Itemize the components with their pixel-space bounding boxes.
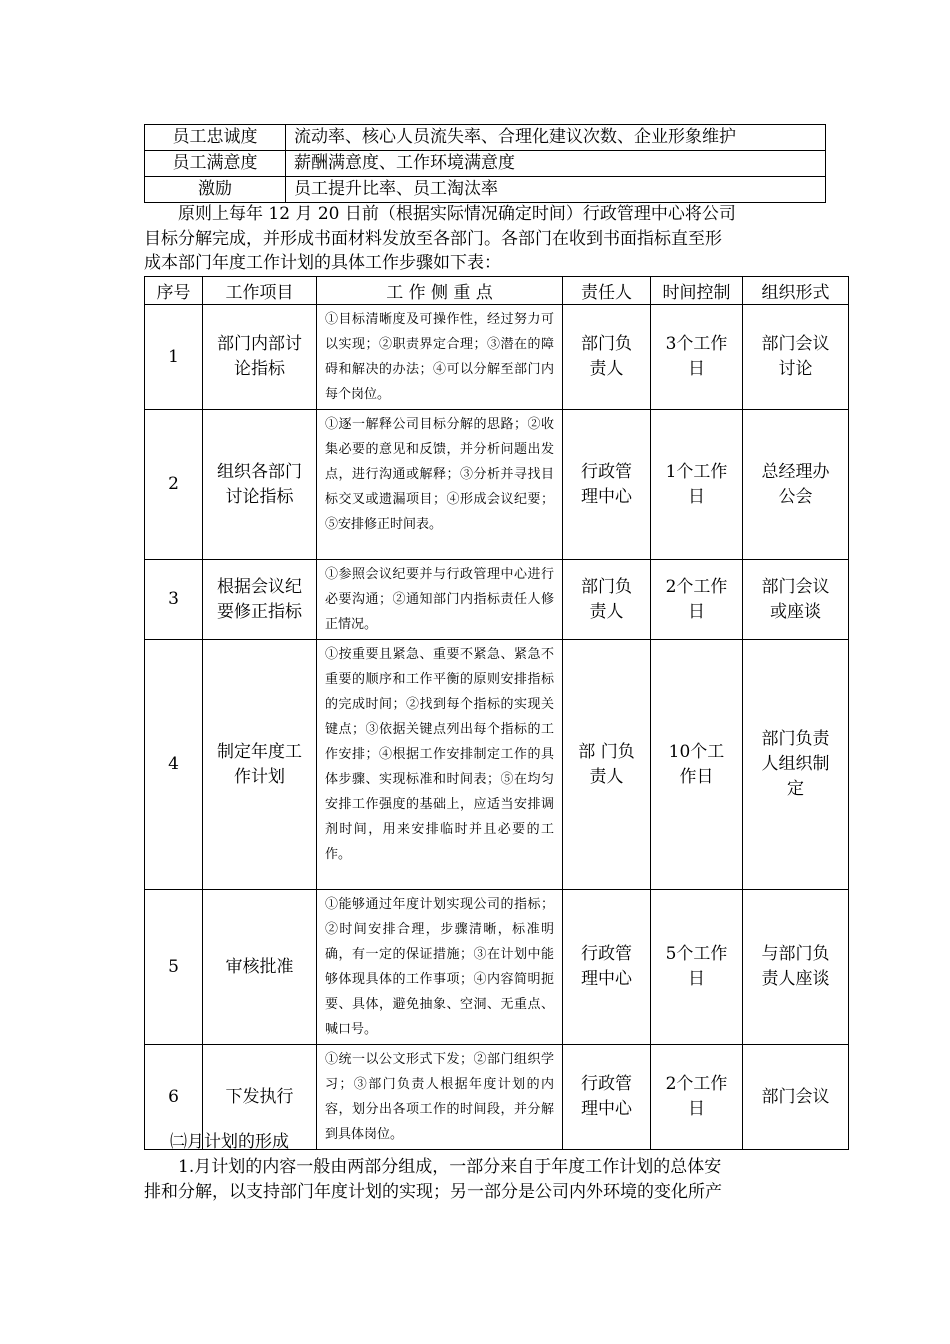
indicator-key: 员工忠诚度 xyxy=(145,125,286,151)
column-header: 责任人 xyxy=(563,277,651,305)
steps-table xyxy=(144,276,849,1150)
step-time: 10个工作日 xyxy=(651,640,743,890)
table-row xyxy=(145,560,849,640)
table-row xyxy=(145,125,826,151)
step-form: 部门负责人组织制定 xyxy=(743,640,849,890)
indicator-value: 员工提升比率、员工淘汰率 xyxy=(286,177,826,203)
indicator-key: 员工满意度 xyxy=(145,151,286,177)
step-time: 5个工作日 xyxy=(651,890,743,1045)
step-item: 根据会议纪要修正指标 xyxy=(203,560,317,640)
indicator-key: 激励 xyxy=(145,177,286,203)
step-detail: ①统一以公文形式下发；②部门组织学习；③部门负责人根据年度计划的内容，划分出各项工作的时间段，并分解到具体岗位。 xyxy=(317,1045,563,1150)
indicator-value: 流动率、核心人员流失率、合理化建议次数、企业形象维护 xyxy=(286,125,826,151)
step-owner: 部门负责人 xyxy=(563,560,651,640)
step-item: 组织各部门讨论指标 xyxy=(203,410,317,560)
step-detail: ①能够通过年度计划实现公司的指标；②时间安排合理，步骤清晰，标准明确，有一定的保证措施；③在计划中能够体现具体的工作事项；④内容简明扼要、具体，避免抽象、空洞、无重点、喊口号。 xyxy=(317,890,563,1045)
step-number: 5 xyxy=(145,890,203,1045)
step-item: 制定年度工作计划 xyxy=(203,640,317,890)
step-item: 部门内部讨论指标 xyxy=(203,305,317,410)
column-header: 工作项目 xyxy=(203,277,317,305)
step-form: 部门会议讨论 xyxy=(743,305,849,410)
step-owner: 行政管理中心 xyxy=(563,1045,651,1150)
step-form: 部门会议或座谈 xyxy=(743,560,849,640)
column-header: 时间控制 xyxy=(651,277,743,305)
step-form: 部门会议 xyxy=(743,1045,849,1150)
table-row xyxy=(145,177,826,203)
intro-line: 原则上每年 12 月 20 日前（根据实际情况确定时间）行政管理中心将公司 xyxy=(178,204,736,224)
column-header: 组织形式 xyxy=(743,277,849,305)
step-time: 2个工作日 xyxy=(651,560,743,640)
step-detail: ①目标清晰度及可操作性，经过努力可以实现；②职责界定合理；③潜在的障碍和解决的办法；④可以分解至部门内每个岗位。 xyxy=(317,305,563,410)
table-row xyxy=(145,890,849,1045)
table-header-row xyxy=(145,277,849,305)
step-number: 6 xyxy=(145,1045,203,1150)
intro-line: 成本部门年度工作计划的具体工作步骤如下表： xyxy=(144,253,501,273)
table-row xyxy=(145,410,849,560)
step-detail: ①逐一解释公司目标分解的思路；②收集必要的意见和反馈，并分析问题出发点，进行沟通或解释；③分析并寻找目标交叉或遗漏项目；④形成会议纪要；⑤安排修正时间表。 xyxy=(317,410,563,560)
step-number: 2 xyxy=(145,410,203,560)
step-item: 下发执行 xyxy=(203,1045,317,1150)
step-time: 3个工作日 xyxy=(651,305,743,410)
table-row xyxy=(145,151,826,177)
step-owner: 行政管理中心 xyxy=(563,890,651,1045)
indicator-table xyxy=(144,124,826,203)
section-title: ㈡月计划的形成 xyxy=(170,1132,289,1152)
step-owner: 部门负责人 xyxy=(563,305,651,410)
step-number: 3 xyxy=(145,560,203,640)
table-row xyxy=(145,640,849,890)
step-detail: ①参照会议纪要并与行政管理中心进行必要沟通；②通知部门内指标责任人修正情况。 xyxy=(317,560,563,640)
column-header: 序号 xyxy=(145,277,203,305)
step-form: 总经理办公会 xyxy=(743,410,849,560)
table-row xyxy=(145,305,849,410)
step-owner: 部 门负责人 xyxy=(563,640,651,890)
step-detail: ①按重要且紧急、重要不紧急、紧急不重要的顺序和工作平衡的原则安排指标的完成时间；②找到每个指标的实现关键点；③依据关键点列出每个指标的工作安排；④根据工作安排制定工作的具体步骤、实现标准和时间表；⑤在均匀安排工作强度的基础上，应适当安排调剂时间，用来安排临时并且必要的工作。 xyxy=(317,640,563,890)
step-number: 4 xyxy=(145,640,203,890)
intro-line: 目标分解完成，并形成书面材料发放至各部门。各部门在收到书面指标直至形 xyxy=(144,229,722,249)
step-time: 1个工作日 xyxy=(651,410,743,560)
step-item: 审核批准 xyxy=(203,890,317,1045)
step-form: 与部门负责人座谈 xyxy=(743,890,849,1045)
step-owner: 行政管理中心 xyxy=(563,410,651,560)
step-number: 1 xyxy=(145,305,203,410)
indicator-value: 薪酬满意度、工作环境满意度 xyxy=(286,151,826,177)
body-line: 1.月计划的内容一般由两部分组成，一部分来自于年度工作计划的总体安 xyxy=(178,1157,722,1177)
step-time: 2个工作日 xyxy=(651,1045,743,1150)
column-header: 工 作 侧 重 点 xyxy=(317,277,563,305)
body-line: 排和分解，以支持部门年度计划的实现；另一部分是公司内外环境的变化所产 xyxy=(144,1182,722,1202)
